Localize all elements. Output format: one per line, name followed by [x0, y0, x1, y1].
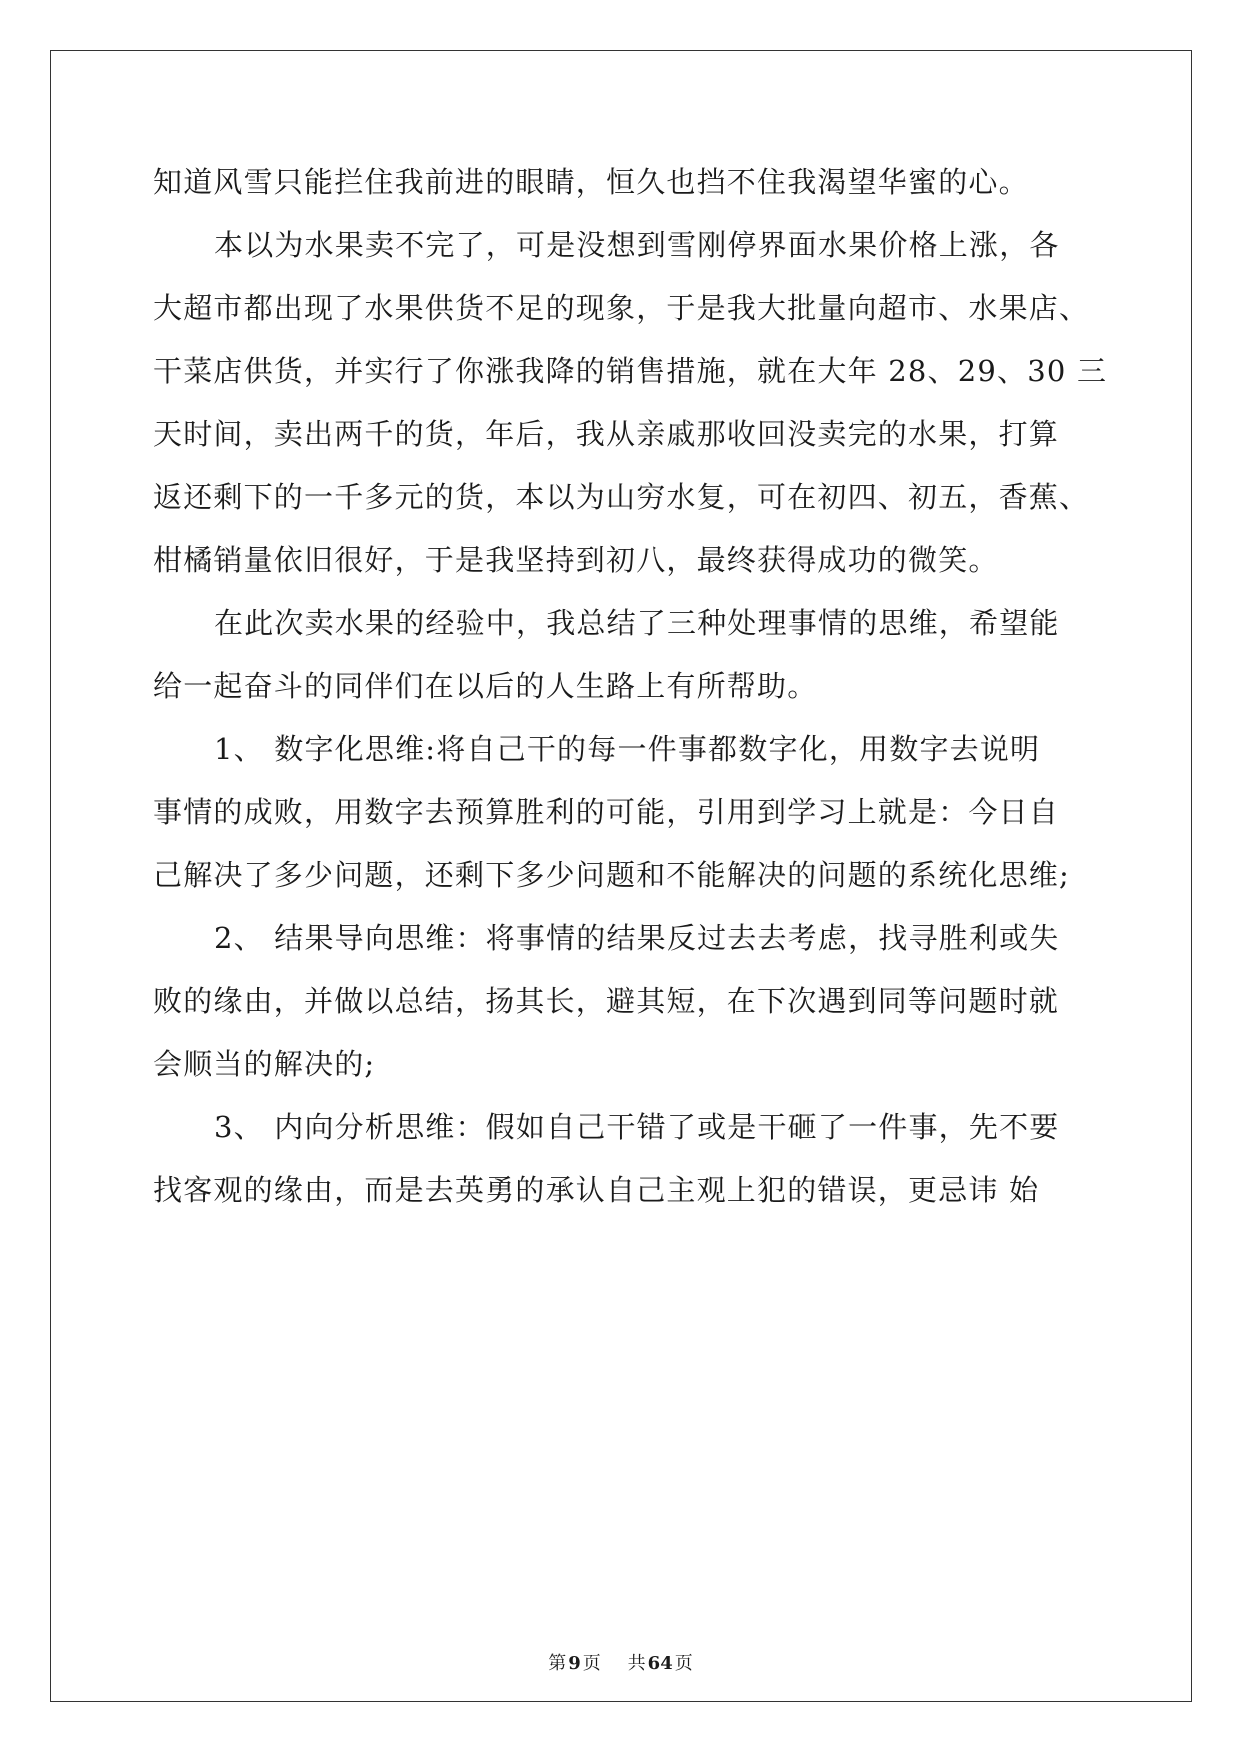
list-item-line: 1、 数字化思维:将自己干的每一件事都数字化，用数字去说明 — [214, 732, 1041, 766]
body-line: 己解决了多少问题，还剩下多少问题和不能解决的问题的系统化思维; — [153, 858, 1070, 892]
page-footer — [0, 1652, 1241, 1676]
body-line: 天时间，卖出两千的货，年后，我从亲戚那收回没卖完的水果，打算 — [153, 417, 1060, 451]
body-line: 本以为水果卖不完了，可是没想到雪刚停界面水果价格上涨，各 — [214, 228, 1060, 262]
footer-page-unit: 页 — [582, 1653, 601, 1674]
list-item-line: 2、 结果导向思维：将事情的结果反过去去考虑，找寻胜利或失 — [214, 921, 1060, 955]
footer-total-unit: 页 — [674, 1653, 693, 1674]
footer-total-pages: 64 — [647, 1653, 673, 1674]
body-line: 返还剩下的一千多元的货，本以为山穷水复，可在初四、初五，香蕉、 — [153, 480, 1090, 514]
body-line: 给一起奋斗的同伴们在以后的人生路上有所帮助。 — [153, 669, 818, 703]
body-line: 会顺当的解决的; — [153, 1047, 376, 1081]
body-line: 事情的成败，用数字去预算胜利的可能，引用到学习上就是：今日自 — [153, 795, 1060, 829]
body-line: 找客观的缘由，而是去英勇的承认自己主观上犯的错误，更忌讳 始 — [153, 1173, 1040, 1207]
body-line: 败的缘由，并做以总结，扬其长，避其短，在下次遇到同等问题时就 — [153, 984, 1060, 1018]
list-item-line: 3、 内向分析思维：假如自己干错了或是干砸了一件事，先不要 — [214, 1110, 1060, 1144]
footer-page-number: 9 — [568, 1653, 581, 1674]
footer-prefix: 第 — [548, 1653, 567, 1674]
body-line: 柑橘销量依旧很好，于是我坚持到初八，最终获得成功的微笑。 — [153, 543, 999, 577]
body-line: 大超市都出现了水果供货不足的现象，于是我大批量向超市、水果店、 — [153, 291, 1090, 325]
body-line: 在此次卖水果的经验中，我总结了三种处理事情的思维，希望能 — [214, 606, 1060, 640]
body-line: 知道风雪只能拦住我前进的眼睛，恒久也挡不住我渴望华蜜的心。 — [153, 165, 1029, 199]
footer-total-prefix: 共 — [627, 1653, 646, 1674]
body-line: 干菜店供货，并实行了你涨我降的销售措施，就在大年 28、29、30 三 — [153, 354, 1108, 388]
